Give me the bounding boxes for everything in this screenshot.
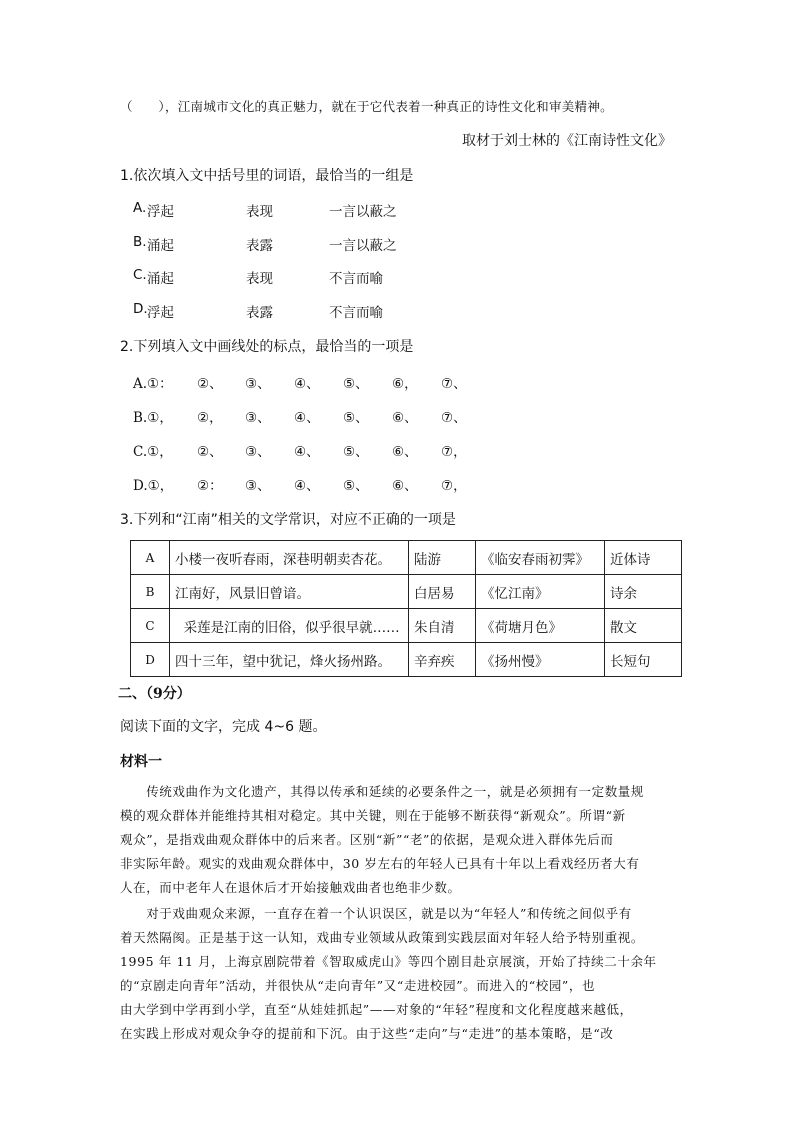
option-word-3: 不言而喻 xyxy=(329,305,383,321)
punct-choice: A.①： xyxy=(133,376,173,392)
paragraph-line: 传统戏曲作为文化遗产，其得以传承和延续的必要条件之一，就是必须拥有一定数量规 xyxy=(120,784,645,799)
paragraph-line: 非实际年龄。观实的戏曲观众群体中，30 岁左右的年轻人已具有十年以上看戏经历者大有 xyxy=(120,856,640,871)
punct-choice: ⑤、 xyxy=(343,410,369,426)
quote-cell: 采莲是江南的旧俗，似乎很早就…… xyxy=(170,609,409,643)
option-word-2: 表现 xyxy=(246,271,273,287)
option-word-1: 涌起 xyxy=(147,238,174,254)
option-word-1: 浮起 xyxy=(147,305,174,321)
question-3-stem: 3.下列和“江南”相关的文学常识，对应不正确的一项是 xyxy=(120,512,456,528)
intro-sentence: （ ），江南城市文化的真正魅力，就在于它代表着一种真正的诗性文化和审美精神。 xyxy=(120,99,613,114)
punct-choice: ②， xyxy=(197,410,223,426)
row-letter: B xyxy=(131,575,170,609)
punct-choice: ⑦、 xyxy=(441,376,467,392)
punct-choice: ⑥、 xyxy=(392,478,418,494)
row-letter: C xyxy=(131,609,170,643)
table-row[interactable] xyxy=(131,643,682,677)
punct-choice: ③、 xyxy=(245,376,271,392)
row-letter: A xyxy=(131,541,170,575)
paragraph-line: 人在，而中老年人在退休后才开始接触戏曲者也绝非少数。 xyxy=(120,880,461,895)
punct-choice: ⑥、 xyxy=(392,410,418,426)
author-cell: 陆游 xyxy=(409,541,476,575)
genre-cell: 长短句 xyxy=(605,643,682,677)
punct-choice: ③、 xyxy=(245,410,271,426)
author-cell: 朱自清 xyxy=(409,609,476,643)
punct-choice: ④、 xyxy=(294,444,320,460)
paragraph-line: 观众”，是指戏曲观众群体中的后来者。区别“新”“老”的依据，是观众进入群体先后而 xyxy=(120,832,614,847)
section-2-title: 二、（9分） xyxy=(118,686,191,702)
punct-choice: B.①， xyxy=(133,410,173,426)
genre-cell: 散文 xyxy=(605,609,682,643)
paragraph-line: 1995 年 11 月，上海京剧院带着《智取威虎山》等四个剧目赴京展演，开始了持续二十余年 xyxy=(120,954,657,969)
punct-choice: ⑦、 xyxy=(441,410,467,426)
option-letter: B. xyxy=(133,234,147,250)
paragraph-line: 着天然隔阂。正是基于这一认知，戏曲专业领域从政策到实践层面对年轻人给予特别重视。 xyxy=(120,930,645,945)
paragraph-line: 在实践上形成对观众争夺的提前和下沉。由于这些“走向”与“走进”的基本策略，是“改 xyxy=(120,1026,614,1041)
punct-choice: ④、 xyxy=(294,376,320,392)
material-paragraph-1 xyxy=(120,780,676,900)
punct-choice: ⑥、 xyxy=(392,444,418,460)
source-attribution: 取材于刘士林的《江南诗性文化》 xyxy=(462,133,672,149)
work-cell: 《扬州慢》 xyxy=(476,643,605,677)
author-cell: 辛弃疾 xyxy=(409,643,476,677)
quote-cell: 江南好，风景旧曾谙。 xyxy=(170,575,409,609)
paragraph-line: 由大学到中学再到小学，直至“从娃娃抓起”——对象的“年轻”程度和文化程度越来越低， xyxy=(120,1002,633,1017)
table-row[interactable] xyxy=(131,575,682,609)
punct-choice: D.①， xyxy=(133,478,174,494)
quote-cell: 小楼一夜听春雨，深巷明朝卖杏花。 xyxy=(170,541,409,575)
quote-cell: 四十三年，望中犹记，烽火扬州路。 xyxy=(170,643,409,677)
punct-choice: ④、 xyxy=(294,478,320,494)
option-word-1: 浮起 xyxy=(147,204,174,220)
paragraph-line: 对于戏曲观众来源，一直存在着一个认识误区，就是以为“年轻人”和传统之间似乎有 xyxy=(120,906,632,921)
punct-choice: ②： xyxy=(197,478,223,494)
work-cell: 《临安春雨初霁》 xyxy=(476,541,605,575)
work-cell: 《忆江南》 xyxy=(476,575,605,609)
option-word-1: 涌起 xyxy=(147,271,174,287)
option-word-3: 一言以蔽之 xyxy=(329,204,397,220)
table-row[interactable] xyxy=(131,609,682,643)
punct-choice: ⑤、 xyxy=(343,478,369,494)
author-cell: 白居易 xyxy=(409,575,476,609)
literature-table xyxy=(130,540,682,677)
genre-cell: 近体诗 xyxy=(605,541,682,575)
punct-choice: ②、 xyxy=(197,444,223,460)
punct-choice: ⑦， xyxy=(441,478,467,494)
punct-choice: C.①， xyxy=(133,444,173,460)
paragraph-line: 模的观众群体并能维持其相对稳定。其中关键，则在于能够不断获得“新观众”。所谓“新 xyxy=(120,808,626,823)
option-word-2: 表露 xyxy=(246,238,273,254)
option-word-3: 一言以蔽之 xyxy=(329,238,397,254)
material-1-title: 材料一 xyxy=(120,754,162,770)
section-2-instruction: 阅读下面的文字，完成 4~6 题。 xyxy=(120,719,327,735)
option-letter: C. xyxy=(133,267,147,283)
row-letter: D xyxy=(131,643,170,677)
option-letter: A. xyxy=(133,200,147,216)
option-letter: D. xyxy=(133,301,148,317)
question-1-stem: 1.依次填入文中括号里的词语，最恰当的一组是 xyxy=(120,168,414,184)
punct-choice: ④、 xyxy=(294,410,320,426)
option-word-2: 表现 xyxy=(246,204,273,220)
paragraph-line: 的“京剧走向青年”活动，并很快从“走向青年”又“走进校园”。而进入的“校园”，也 xyxy=(120,978,596,993)
work-cell: 《荷塘月色》 xyxy=(476,609,605,643)
punct-choice: ②、 xyxy=(197,376,223,392)
punct-choice: ⑥， xyxy=(392,376,418,392)
punct-choice: ③、 xyxy=(245,478,271,494)
table-row[interactable] xyxy=(131,541,682,575)
punct-choice: ⑦， xyxy=(441,444,467,460)
option-word-3: 不言而喻 xyxy=(329,271,383,287)
punct-choice: ⑤、 xyxy=(343,376,369,392)
punct-choice: ⑤、 xyxy=(343,444,369,460)
material-paragraph-2 xyxy=(120,902,676,1046)
genre-cell: 诗余 xyxy=(605,575,682,609)
punct-choice: ③、 xyxy=(245,444,271,460)
question-2-stem: 2.下列填入文中画线处的标点，最恰当的一项是 xyxy=(120,339,414,355)
option-word-2: 表露 xyxy=(246,305,273,321)
